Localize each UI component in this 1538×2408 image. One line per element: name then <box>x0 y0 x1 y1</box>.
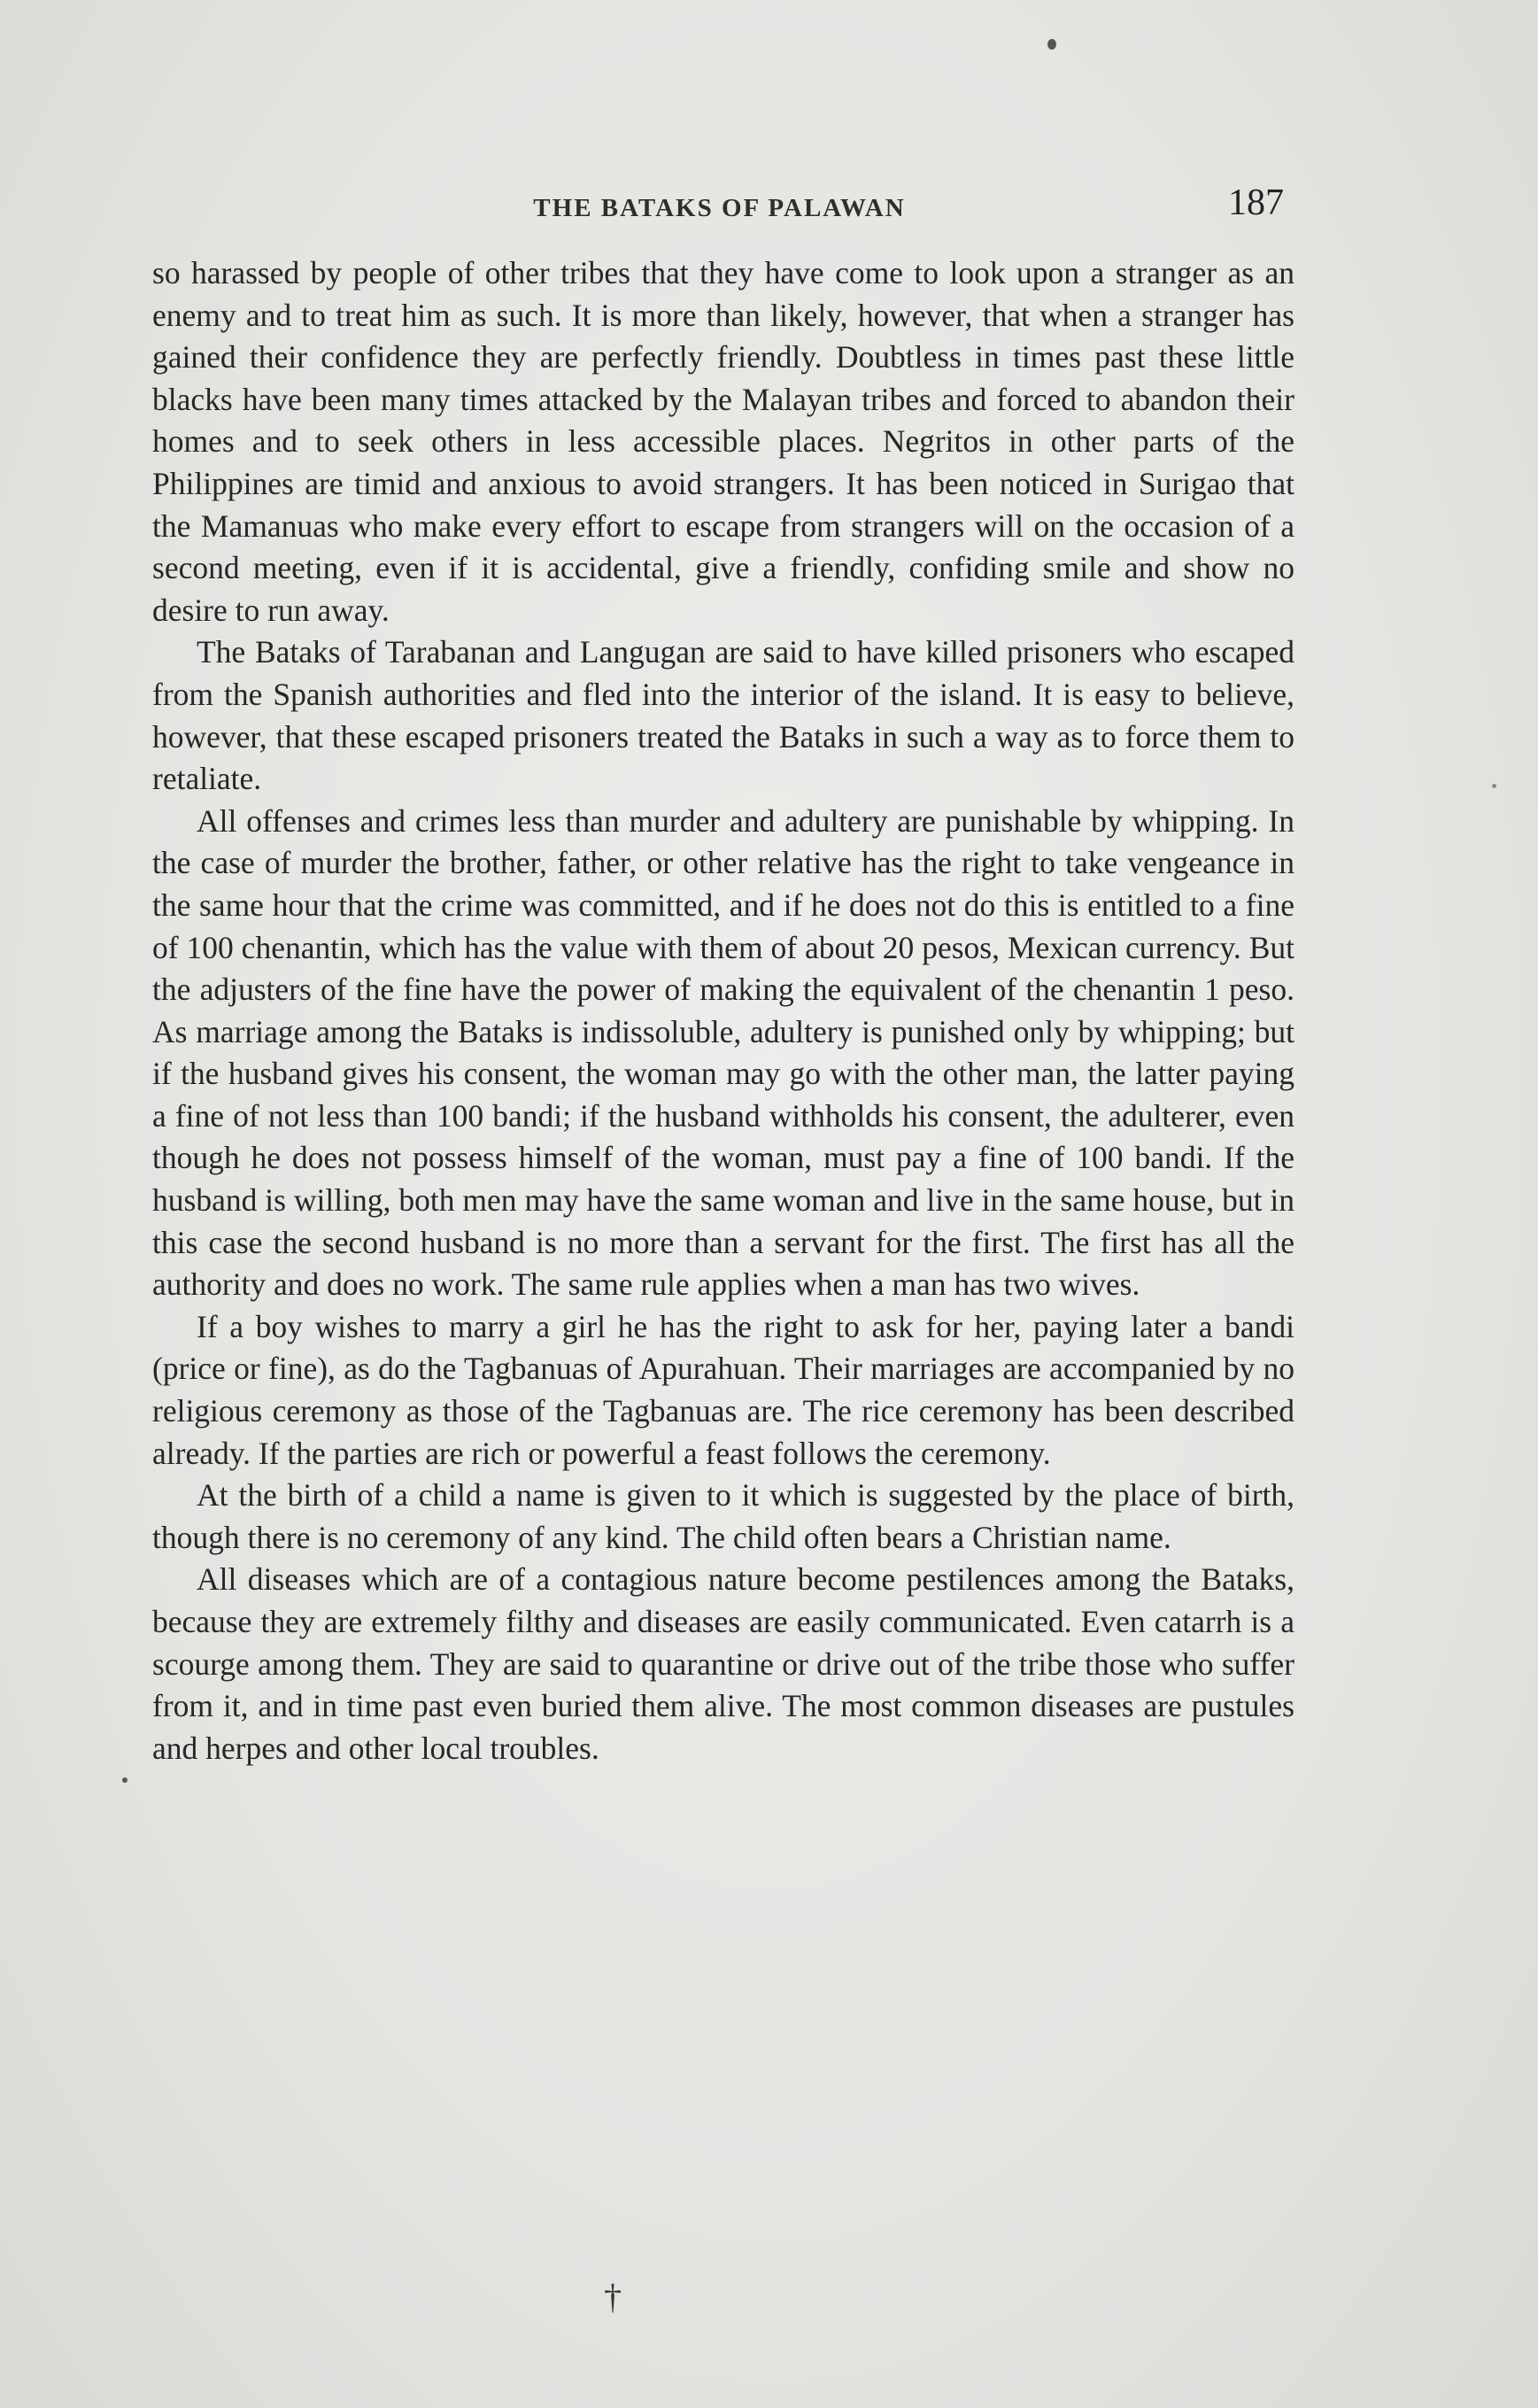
ink-speck-left <box>122 1777 128 1783</box>
paragraph-3: All offenses and crimes less than murder and adultery are punishable by whipping. In the case of murder the brother, father, or other relative has the right to take vengeance in the same hour that the crime was committed, and if he does not do this is entitled to a fine of 100 chenantin, which has the value with them of about 20 pesos, Mexican currency. But the adjusters of the fine have the power of making the equivalent of the chenantin 1 peso. As marriage among the Bataks is indissoluble, adultery is punished only by whipping; but if the husband gives his consent, the woman may go with the other man, the latter paying a fine of not less than 100 bandi; if the husband withholds his consent, the adulterer, even though he does not possess himself of the woman, must pay a fine of 100 bandi. If the husband is willing, both men may have the same woman and live in the same house, but in this case the second husband is no more than a servant for the first. The first has all the authority and does no work. The same rule applies when a man has two wives. <box>152 802 1295 1303</box>
page-header <box>155 182 1284 235</box>
paragraph-4: If a boy wishes to marry a girl he has the right to ask for her, paying later a bandi (price or fine), as do the Tagbanuas of Apurahuan. Their marriages are accompanied by no religious ceremony as those of the Tagbanuas are. The rice ceremony has been described already. If the parties are rich or powerful a feast follows the ceremony. <box>152 1308 1295 1471</box>
printer-mark-icon: † <box>604 2277 622 2317</box>
ink-speck-right <box>1492 784 1496 788</box>
page-number: 187 <box>1228 182 1284 223</box>
paragraph-6: All diseases which are of a contagious nature become pestilences among the Bataks, because they are extremely filthy and diseases are easily communicated. Even catarrh is a scourge among them. They are said to quarantine or drive out of the tribe those who suffer from it, and in time past even buried them alive. The most common diseases are pustules and herpes and other local troubles. <box>152 1561 1295 1766</box>
running-head: THE BATAKS OF PALAWAN <box>533 194 906 222</box>
paragraph-5: At the birth of a child a name is given to it which is suggested by the place of birth, though there is no ceremony of any kind. The child often bears a Christian name. <box>152 1477 1295 1555</box>
body-text <box>152 252 1295 1769</box>
paragraph-2: The Bataks of Tarabanan and Langugan are said to have killed prisoners who escaped from the Spanish authorities and fled into the interior of the island. It is easy to believe, however, that these escaped prisoners treated the Bataks in such a way as to force them to retaliate. <box>152 634 1295 797</box>
ink-speck-top <box>1047 39 1056 50</box>
paragraph-1: so harassed by people of other tribes that they have come to look upon a stranger as an enemy and to treat him as such. It is more than likely, however, that when a stranger has gained their confidence they are perfectly friendly. Doubtless in times past these little blacks have been many times attacked by the Malayan tribes and forced to abandon their homes and to seek others in less accessible places. Negritos in other parts of the Philippines are timid and anxious to avoid strangers. It has been noticed in Surigao that the Mamanuas who make every effort to escape from strangers will on the occasion of a second meeting, even if it is accidental, give a friendly, confiding smile and show no desire to run away. <box>152 255 1295 628</box>
